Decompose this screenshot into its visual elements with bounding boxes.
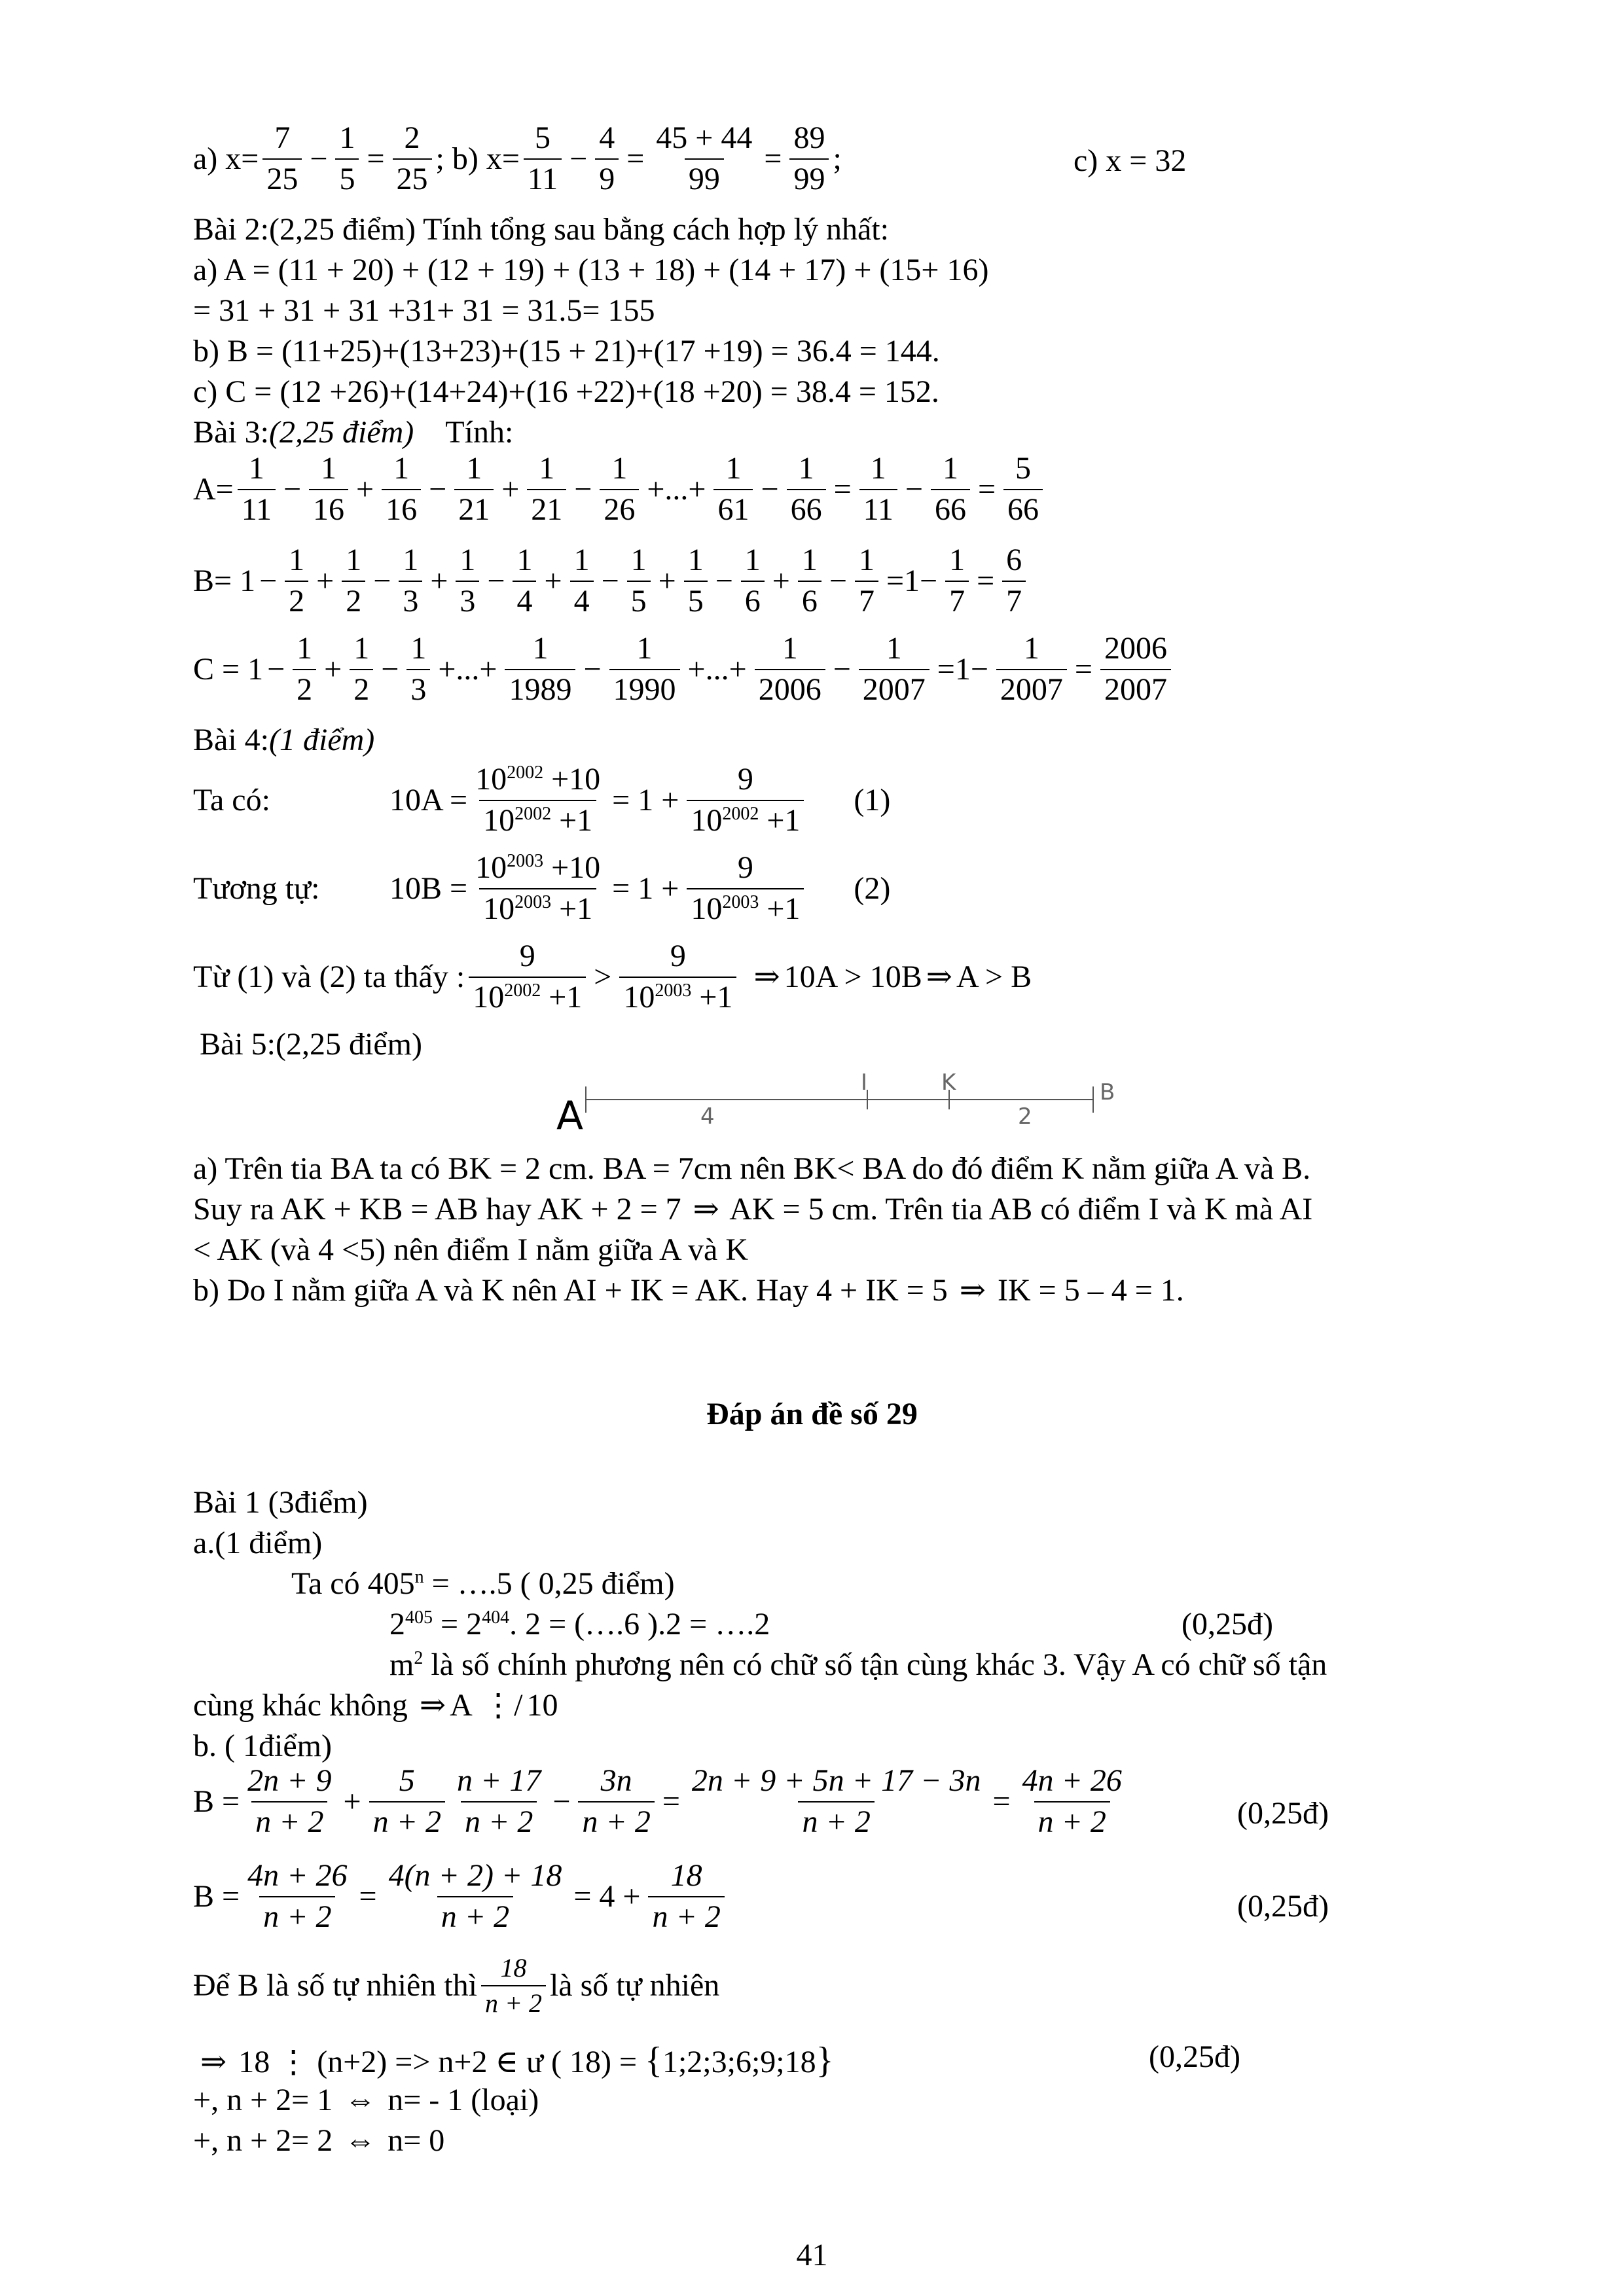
fraction: $\frac{2}{25}$ xyxy=(393,121,432,197)
bai5-a1: a) Trên tia BA ta có BK = 2 cm. BA = 7cm nên BK< BA do đó điểm K nằm giữa A và B. xyxy=(193,1151,1311,1186)
label-a: A xyxy=(556,1093,584,1139)
bai4-line2: Tương tự: 10B = $\frac{10^{2003} +10}{10^{2003} +1}$ = 1 + $\frac{9}{10^{2003} +1}$ (2) xyxy=(193,850,891,926)
fraction: $\frac{4}{9}$ xyxy=(595,121,619,197)
section-title: Đáp án đề số 29 xyxy=(706,1397,918,1431)
answer-c: c) x = 32 xyxy=(1074,143,1187,178)
bai3-a-expr: A= $\frac{1}{11}$ − $\frac{1}{16}$ + $\frac{1}{16}$ − $\frac{1}{21}$ + $\frac{1}{21}$ − $\frac{1}{26}$ +...+ $\frac{1}{61}$ − $\frac{1}{66}$ = $\frac{1}{11}$ − $\frac{1}{66}$ = $\frac{5}{66}$ xyxy=(193,452,1047,528)
bai2-title: Bài 2:(2,25 điểm) Tính tổng sau bằng cách hợp lý nhất: xyxy=(193,212,889,247)
score: (0,25đ) xyxy=(1237,1889,1329,1924)
bai1-a-l4: cùng khác không ⇒ A ⋮/ 10 xyxy=(193,1688,558,1723)
label-b: B xyxy=(1100,1079,1115,1105)
case-2: +, n + 2= 2 ⇔ n= 0 xyxy=(193,2123,445,2158)
bai2-a2: = 31 + 31 + 31 +31+ 31 = 31.5= 155 xyxy=(193,293,655,328)
text: a) x= xyxy=(193,141,259,176)
b-expr-1: B = $\frac{2n + 9}{n + 2}$ + $\frac{5}{n + 2}$ $\frac{n + 17}{n + 2}$ − $\frac{3n}{n + 2}$ = $\frac{2n + 9 + 5n + 17 - 3n}{n + 2}$ = $\frac{4n + 26}{n + 2}$ xyxy=(193,1763,1122,1839)
bai2-a1: a) A = (11 + 20) + (12 + 19) + (13 + 18) + (14 + 17) + (15+ 16) xyxy=(193,253,989,287)
bai1-title: Bài 1 (3điểm) xyxy=(193,1485,368,1520)
bai3-c-expr: C = 1 − $\frac{1}{2}$ + $\frac{1}{2}$ − $\frac{1}{3}$ +...+ $\frac{1}{1989}$ − $\frac{1}{1990}$ +...+ $\frac{1}{2006}$ − $\frac{1}{2007}$ =1− $\frac{1}{2007}$ = $\frac{2006}{2007}$ xyxy=(193,632,1175,708)
label-2: 2 xyxy=(1018,1103,1032,1130)
bai2-b: b) B = (11+25)+(13+23)+(15 + 21)+(17 +19) = 36.4 = 144. xyxy=(193,334,940,368)
bai5-b: b) Do I nằm giữa A và K nên AI + IK = AK. Hay 4 + IK = 5 ⇒ IK = 5 – 4 = 1. xyxy=(193,1273,1184,1308)
bai1-a-title: a.(1 điểm) xyxy=(193,1526,323,1560)
score: (0,25đ) xyxy=(1182,1607,1273,1641)
bai5-title: Bài 5:(2,25 điểm) xyxy=(200,1027,422,1062)
bai5-a3: < AK (và 4 <5) nên điểm I nằm giữa A và K xyxy=(193,1232,748,1267)
answer-line-a: a) x= $\frac{7}{25}$ − $\frac{1}{5}$ = $\frac{2}{25}$ ; b) x= $\frac{5}{11}$ − $\frac{4}{9}$ = $\frac{45 + 44}{99}$ = $\frac{89}{99}$ ; xyxy=(193,120,842,196)
bai3-b-expr: B= 1 − $\frac{1}{2}$ + $\frac{1}{2}$ − $\frac{1}{3}$ + $\frac{1}{3}$ − $\frac{1}{4}$ + $\frac{1}{4}$ − $\frac{1}{5}$ + $\frac{1}{5}$ − $\frac{1}{6}$ + $\frac{1}{6}$ − $\frac{1}{7}$ =1− $\frac{1}{7}$ = $\frac{6}{7}$ xyxy=(193,543,1030,619)
bai4-line1: Ta có: 10A = $\frac{10^{2002} +10}{10^{2002} +1}$ = 1 + $\frac{9}{10^{2002} +1}$ (1) xyxy=(193,762,891,838)
bai1-a-l3: $m^2$ là số chính phương nên có chữ số tận cùng khác 3. Vậy A có chữ số tận xyxy=(389,1647,1327,1682)
bai3-title: Bài 3:(2,25 điểm) Tính: xyxy=(193,415,514,450)
divisor-line: ⇒ 18 ⋮ (n+2) => n+2 ∈ ư ( 18) = {1;2;3;6;9;18} xyxy=(200,2040,834,2081)
segment-diagram xyxy=(537,1064,1139,1142)
fraction: $\frac{5}{11}$ xyxy=(524,121,562,197)
bai4-line3: Từ (1) và (2) ta thấy : $\frac{9}{10^{2002} +1}$ > $\frac{9}{10^{2003} +1}$ ⇒ 10A > 10B ⇒ A > B xyxy=(193,939,1032,1014)
natural-condition: Để B là số tự nhiên thì $\frac{18}{n + 2}$ là số tự nhiên xyxy=(193,1953,720,2018)
score: (0,25đ) xyxy=(1237,1796,1329,1831)
label-4: 4 xyxy=(700,1103,715,1130)
fraction: $\frac{7}{25}$ xyxy=(262,121,302,197)
fraction: $\frac{45 + 44}{99}$ xyxy=(656,120,753,196)
bai1-a-l1: Ta có $405^n$ = ….5 ( 0,25 điểm) xyxy=(291,1566,675,1601)
page-number: 41 xyxy=(796,2238,828,2272)
bai2-c: c) C = (12 +26)+(14+24)+(16 +22)+(18 +20) = 38.4 = 152. xyxy=(193,374,939,409)
bai1-b-title: b. ( 1điểm) xyxy=(193,1729,332,1763)
text: ; b) x= xyxy=(435,141,520,176)
label-k: K xyxy=(941,1069,956,1096)
label-i: I xyxy=(861,1069,868,1096)
bai4-title: Bài 4:(1 điểm) xyxy=(193,723,375,757)
score: (0,25đ) xyxy=(1149,2039,1240,2074)
fraction: $\frac{89}{99}$ xyxy=(789,121,829,197)
fraction: $\frac{1}{5}$ xyxy=(335,121,359,197)
b-expr-2: B = $\frac{4n + 26}{n + 2}$ = $\frac{4(n + 2) + 18}{n + 2}$ = 4 + $\frac{18}{n + 2}$ xyxy=(193,1859,729,1935)
bai1-a-l2: $2^{405} = 2^{404}$. 2 = (….6 ).2 = ….2 xyxy=(389,1607,770,1641)
bai5-a2: Suy ra AK + KB = AB hay AK + 2 = 7 ⇒ AK = 5 cm. Trên tia AB có điểm I và K mà AI xyxy=(193,1192,1313,1227)
case-1: +, n + 2= 1 ⇔ n= - 1 (loại) xyxy=(193,2083,539,2117)
